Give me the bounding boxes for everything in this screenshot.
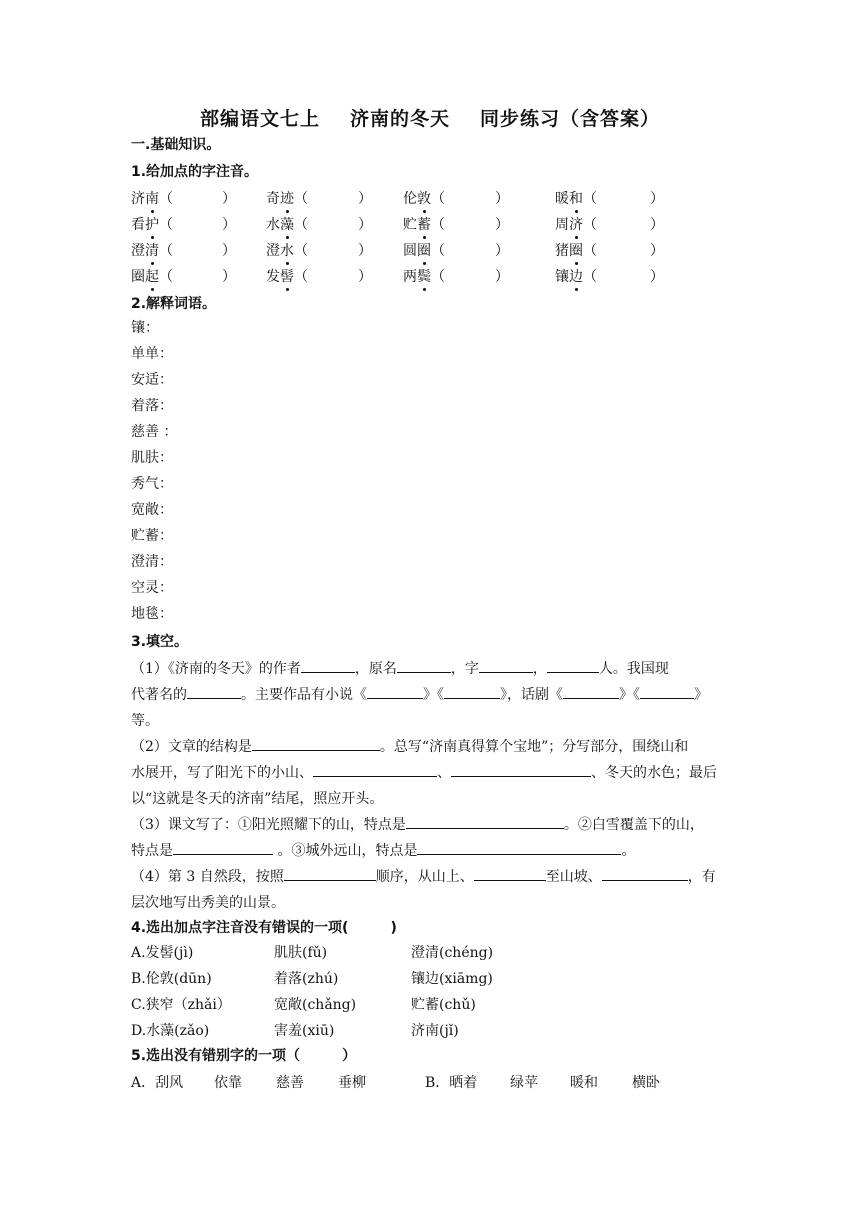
pinyin-paren-close[interactable]: ） (495, 191, 509, 207)
blank[interactable] (187, 682, 241, 699)
term-item: 宽敞： (131, 502, 173, 518)
term-item: 澄清： (131, 554, 173, 570)
char: 伦 (403, 191, 417, 207)
char: 猪 (555, 243, 569, 259)
option-item: B．晒着 (425, 1075, 478, 1091)
question-3-title: 3.填空。 (131, 634, 189, 650)
question-5-title (131, 1046, 356, 1066)
char: 鬓 (417, 266, 431, 286)
pinyin-paren-close[interactable]: ） (358, 243, 372, 259)
question-2-title: 2.解释词语。 (131, 296, 217, 312)
blank[interactable] (563, 682, 619, 699)
char: 清 (145, 243, 159, 259)
text: ， (532, 661, 547, 677)
option-item: B.伦敦(dūn) (131, 971, 212, 987)
term-item: 贮蓄： (131, 528, 173, 544)
char: 镶 (555, 266, 569, 286)
char: 暖 (555, 191, 569, 207)
pinyin-paren-close[interactable]: ） (495, 243, 509, 259)
option-item: 镶边(xiāmg) (411, 971, 493, 987)
char: 藻 (280, 214, 294, 234)
char: 奇 (266, 191, 280, 207)
pinyin-paren-close[interactable]: ） (222, 243, 236, 259)
title-part-2: 济南的冬天 (349, 108, 450, 130)
blank[interactable] (547, 656, 599, 673)
char: 周 (555, 217, 569, 233)
char: 济 (131, 188, 145, 208)
text: 》《 (619, 687, 640, 703)
blank[interactable] (284, 864, 376, 881)
option-item: 宽敞(chǎng) (274, 997, 357, 1013)
char: 圈 (131, 266, 145, 286)
term-item: 秀气： (131, 476, 173, 492)
blank[interactable] (406, 812, 564, 829)
text: 。总写“济南真得算个宝地”；分写部分，围绕山和 (379, 739, 689, 755)
char: （ (431, 269, 445, 285)
char: （ (294, 269, 308, 285)
char: 髻 (280, 266, 294, 286)
pinyin-paren-close[interactable]: ） (650, 269, 664, 285)
pinyin-paren-close[interactable]: ） (358, 217, 372, 233)
pinyin-paren-close[interactable]: ） (222, 191, 236, 207)
text: 、冬天的水色；最后 (591, 765, 717, 781)
text: 人。我国现 (598, 661, 669, 677)
text: 》《 (423, 687, 444, 703)
option-item: A．刮风 (131, 1075, 184, 1091)
text: 代著名的 (131, 687, 187, 703)
title-part-3: 同步练习（含答案） (480, 108, 661, 130)
pinyin-item (555, 266, 597, 286)
question-1-title: 1.给加点的字注音。 (131, 164, 259, 180)
char: 护 (145, 217, 159, 233)
text: （2）文章的结构是 (131, 739, 252, 755)
text: ，原名 (354, 661, 397, 677)
option-item: 着落(zhú) (274, 971, 339, 987)
text: （3）课文写了：①阳光照耀下的山，特点是 (131, 817, 406, 833)
text: 以“这就是冬天的济南”结尾，照应开头。 (131, 791, 384, 807)
pinyin-paren-close[interactable]: ） (650, 243, 664, 259)
char: （ (159, 217, 173, 233)
char: （ (431, 243, 445, 259)
char: （ (583, 217, 597, 233)
option-item: 贮蓄(chǔ) (411, 997, 476, 1013)
pinyin-paren-close[interactable]: ） (495, 269, 509, 285)
pinyin-item (555, 214, 597, 234)
text: 》 (694, 687, 708, 703)
pinyin-paren-close[interactable]: ） (495, 217, 509, 233)
char: （ (294, 243, 308, 259)
option-item: 慈善 (276, 1075, 304, 1091)
pinyin-paren-close[interactable]: ） (222, 269, 236, 285)
blank[interactable] (451, 760, 591, 777)
char: （ (159, 191, 173, 207)
blank[interactable] (301, 656, 355, 673)
blank[interactable] (367, 682, 423, 699)
char: 敦 (417, 188, 431, 208)
blank[interactable] (474, 864, 546, 881)
char: 迹 (280, 188, 294, 208)
text: 水展开，写了阳光下的小山、 (131, 765, 313, 781)
term-item: 地毯： (131, 606, 173, 622)
option-item: 横卧 (632, 1075, 660, 1091)
text: 顺序，从山上、 (375, 869, 474, 885)
text: 》，话剧《 (500, 687, 563, 703)
text: （1）《济南的冬天》的作者 (131, 661, 301, 677)
option-item: 澄清(chéng) (411, 945, 494, 961)
term-item: 安适： (131, 372, 173, 388)
question-4-title (131, 918, 397, 938)
page-title (0, 104, 860, 131)
char: 看 (131, 214, 145, 234)
text: 。②白雪覆盖下的山， (563, 817, 704, 833)
text: ，字 (450, 661, 479, 677)
text: 4.选出加点字注音没有错误的一项( (131, 920, 349, 936)
option-item: D.水藻(zǎo) (131, 1023, 210, 1039)
char: （ (294, 191, 308, 207)
text: ) (390, 920, 397, 936)
char: （ (159, 269, 173, 285)
section-heading: 一.基础知识。 (131, 137, 221, 153)
option-item: 垂柳 (338, 1075, 366, 1091)
pinyin-item (131, 240, 173, 260)
term-item: 镶： (131, 320, 159, 336)
pinyin-item (403, 266, 445, 286)
char: 起 (145, 269, 159, 285)
option-item: 肌肤(fǔ) (274, 945, 328, 961)
fill-blank-2 (131, 734, 731, 812)
pinyin-item (131, 266, 173, 286)
text: 特点是 (131, 843, 173, 859)
char: （ (583, 243, 597, 259)
text: 层次地写出秀美的山景。 (131, 895, 285, 911)
char: 澄 (266, 240, 280, 260)
pinyin-item (555, 240, 597, 260)
text: 5.选出没有错别字的一项（ (131, 1048, 301, 1064)
pinyin-item (555, 188, 597, 208)
pinyin-item (266, 214, 308, 234)
blank[interactable] (173, 838, 273, 855)
pinyin-item (131, 188, 173, 208)
char: （ (431, 217, 445, 233)
text: 。③城外远山，特点是 (273, 843, 418, 859)
char: （ (159, 243, 173, 259)
char: （ (431, 191, 445, 207)
pinyin-item (403, 188, 445, 208)
pinyin-paren-close[interactable]: ） (358, 191, 372, 207)
text: 。主要作品有小说《 (241, 687, 367, 703)
pinyin-item (266, 240, 308, 260)
blank[interactable] (479, 656, 533, 673)
option-item: 暖和 (570, 1075, 598, 1091)
pinyin-item (131, 214, 173, 234)
option-item: 害羞(xiū) (274, 1023, 335, 1039)
term-item: 肌肤： (131, 450, 173, 466)
term-item: 着落： (131, 398, 173, 414)
char: 澄 (131, 240, 145, 260)
option-item: 依靠 (214, 1075, 242, 1091)
fill-blank-1 (131, 656, 731, 734)
term-item: 空灵： (131, 580, 173, 596)
option-item: 济南(jǐ) (411, 1023, 459, 1039)
char: 圆 (403, 243, 417, 259)
char: 边 (569, 269, 583, 285)
fill-blank-3 (131, 812, 731, 864)
char: （ (294, 217, 308, 233)
text: 、 (437, 765, 451, 781)
char: 南 (145, 191, 159, 207)
text: 至山坡、 (545, 869, 602, 885)
option-item: 绿苹 (510, 1075, 538, 1091)
text: 等。 (131, 713, 159, 729)
blank[interactable] (252, 734, 380, 751)
term-item: 单单： (131, 346, 173, 362)
pinyin-item (403, 214, 445, 234)
title-part-1: 部编语文七上 (199, 108, 320, 130)
char: 和 (569, 188, 583, 208)
pinyin-item (266, 188, 308, 208)
char: 贮 (403, 214, 417, 234)
fill-blank-4 (131, 864, 731, 916)
char: 水 (280, 243, 294, 259)
text: ，有 (687, 869, 716, 885)
char: （ (583, 269, 597, 285)
pinyin-paren-close[interactable]: ） (222, 217, 236, 233)
char: 济 (569, 214, 583, 234)
pinyin-paren-close[interactable]: ） (650, 191, 664, 207)
char: （ (583, 191, 597, 207)
blank[interactable] (602, 864, 688, 881)
text: 。 (621, 843, 636, 859)
char: 圈 (569, 240, 583, 260)
char: 蓄 (417, 217, 431, 233)
blank[interactable] (640, 682, 694, 699)
char: 水 (266, 217, 280, 233)
option-item: A.发髻(jì) (131, 945, 194, 961)
pinyin-paren-close[interactable]: ） (358, 269, 372, 285)
char: 发 (266, 269, 280, 285)
blank[interactable] (313, 760, 437, 777)
blank[interactable] (417, 838, 621, 855)
char: 圈 (417, 240, 431, 260)
option-item: C.狭窄（zhǎi） (131, 997, 231, 1013)
text: ） (342, 1048, 357, 1064)
pinyin-item (403, 240, 445, 260)
pinyin-paren-close[interactable]: ） (650, 217, 664, 233)
char: 两 (403, 269, 417, 285)
term-item: 慈善 ： (131, 424, 178, 440)
pinyin-item (266, 266, 308, 286)
blank[interactable] (397, 656, 451, 673)
blank[interactable] (444, 682, 500, 699)
text: （4）第 3 自然段，按照 (131, 869, 284, 885)
